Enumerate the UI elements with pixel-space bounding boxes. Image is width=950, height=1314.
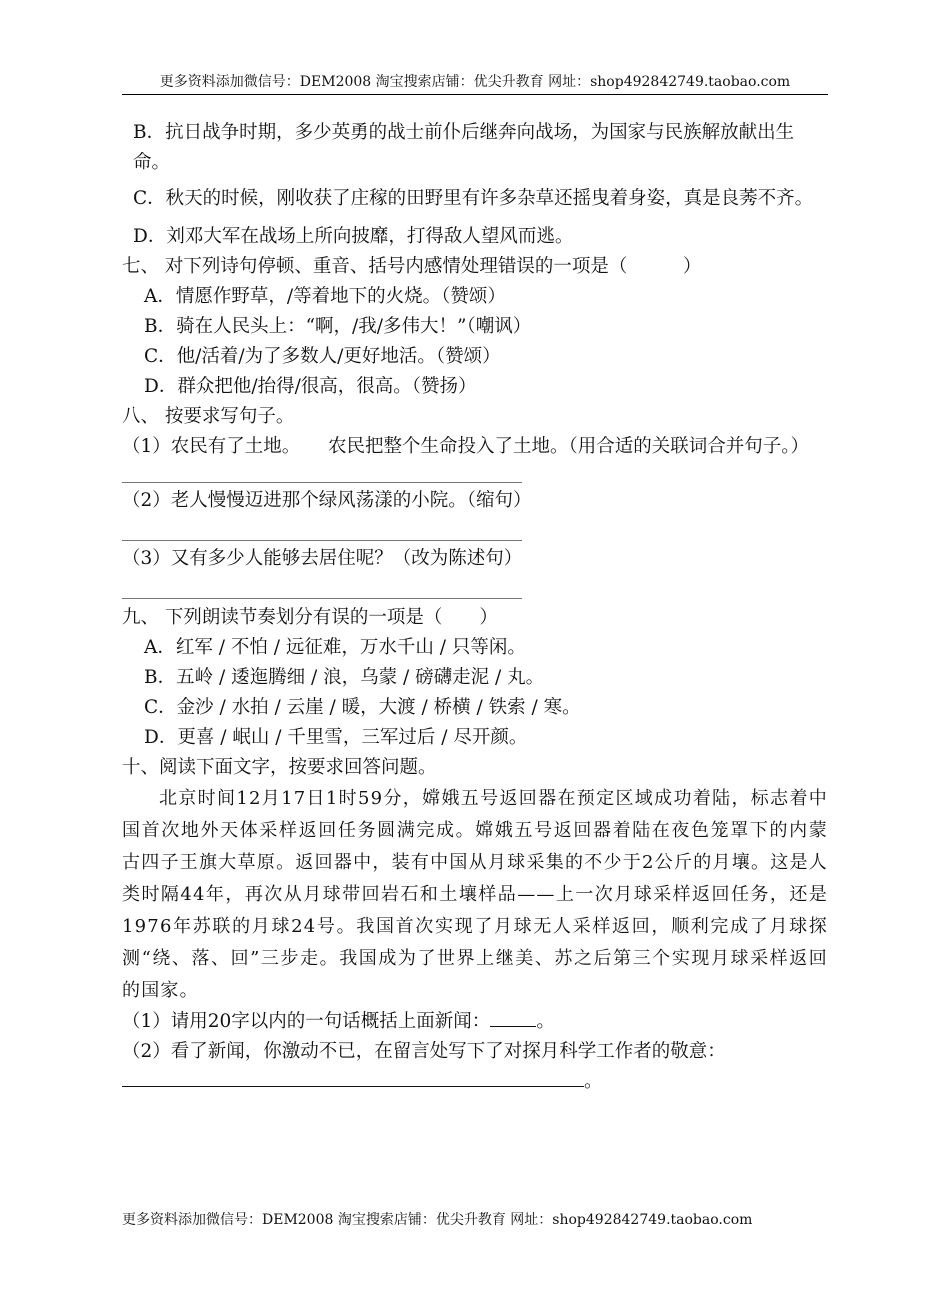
page-header: 更多资料添加微信号：DEM2008 淘宝搜索店铺：优尖升教育 网址：shop492842749.taobao.com [159, 74, 791, 90]
q10-sub-2-answer [122, 1067, 828, 1097]
page-content [122, 118, 828, 1097]
q6-option-d: D．刘邓大军在战场上所向披靡，打得敌人望风而逃。 [133, 226, 574, 247]
answer-line-2 [122, 540, 522, 541]
q8-item-3: （3）又有多少人能够去居住呢？（改为陈述句） [122, 548, 523, 569]
q10-sub-2: （2）看了新闻，你激动不已，在留言处写下了对探月科学工作者的敬意： [122, 1041, 726, 1062]
q9-option: D．更喜 / 岷山 / 千里雪，三军过后 / 尽开颜。 [144, 727, 528, 748]
q10-sub-1 [122, 1007, 828, 1037]
q10-sub-2-end: 。 [584, 1071, 603, 1092]
q9-option: B．五岭 / 逶迤腾细 / 浪，乌蒙 / 磅礴走泥 / 丸。 [144, 667, 545, 688]
q10-stem: 十、阅读下面文字，按要求回答问题。 [122, 757, 437, 778]
q10-sub-1-end: 。 [536, 1011, 555, 1032]
q8-item-1: （1）农民有了土地。 农民把整个生命投入了土地。（用合适的关联词合并句子。） [122, 436, 810, 457]
q7-option: B．骑在人民头上：“啊，/我/多伟大！”（嘲讽） [144, 316, 532, 337]
q9-stem: 九、 下列朗读节奏划分有误的一项是（ ） [122, 607, 498, 628]
q7-option: A．情愿作野草，/等着地下的火烧。（赞颂） [144, 286, 506, 307]
q9-option: C．金沙 / 水拍 / 云崖 / 暖，大渡 / 桥横 / 铁索 / 寒。 [144, 697, 581, 718]
q6-option-c: C．秋天的时候，刚收获了庄稼的田野里有许多杂草还摇曳着身姿，真是良莠不齐。 [133, 188, 814, 209]
q10-sub-1-prompt: （1）请用20字以内的一句话概括上面新闻： [122, 1011, 491, 1032]
page-footer: 更多资料添加微信号：DEM2008 淘宝搜索店铺：优尖升教育 网址：shop492842749.taobao.com [122, 1212, 753, 1228]
message-answer-blank [122, 1068, 584, 1087]
answer-line-1 [122, 482, 522, 483]
answer-line-3 [122, 598, 522, 599]
q7-option: D．群众把他/抬得/很高，很高。（赞扬） [144, 376, 477, 397]
q8-stem: 八、 按要求写句子。 [122, 406, 295, 427]
summary-answer-blank [490, 1012, 536, 1027]
q8-item-2: （2）老人慢慢迈进那个绿风荡漾的小院。（缩句） [122, 490, 532, 511]
news-passage: 北京时间12月17日1时59分，嫦娥五号返回器在预定区域成功着陆，标志着中国首次地外天体采样返回任务圆满完成。嫦娥五号返回器着陆在夜色笼罩下的内蒙古四子王旗大草原。返回器中，装有中国从月球采集的不少于2公斤的月壤。这是人类时隔44年，再次从月球带回岩石和土壤样品——上一次月球采样返回任务，还是1976年苏联的月球24号。我国首次实现了月球无人采样返回，顺利完成了月球探测“绕、落、回”三步走。我国成为了世界上继美、苏之后第三个实现月球采样返回的国家。 [122, 788, 828, 1001]
q6-option-b: B．抗日战争时期，多少英勇的战士前仆后继奔向战场，为国家与民族解放献出生命。 [133, 122, 795, 173]
q7-stem: 七、 对下列诗句停顿、重音、括号内感情处理错误的一项是（ ） [122, 256, 702, 277]
q9-option: A．红军 / 不怕 / 远征难，万水千山 / 只等闲。 [144, 637, 526, 658]
q7-option: C．他/活着/为了多数人/更好地活。（赞颂） [144, 346, 501, 367]
header-divider [122, 94, 828, 95]
